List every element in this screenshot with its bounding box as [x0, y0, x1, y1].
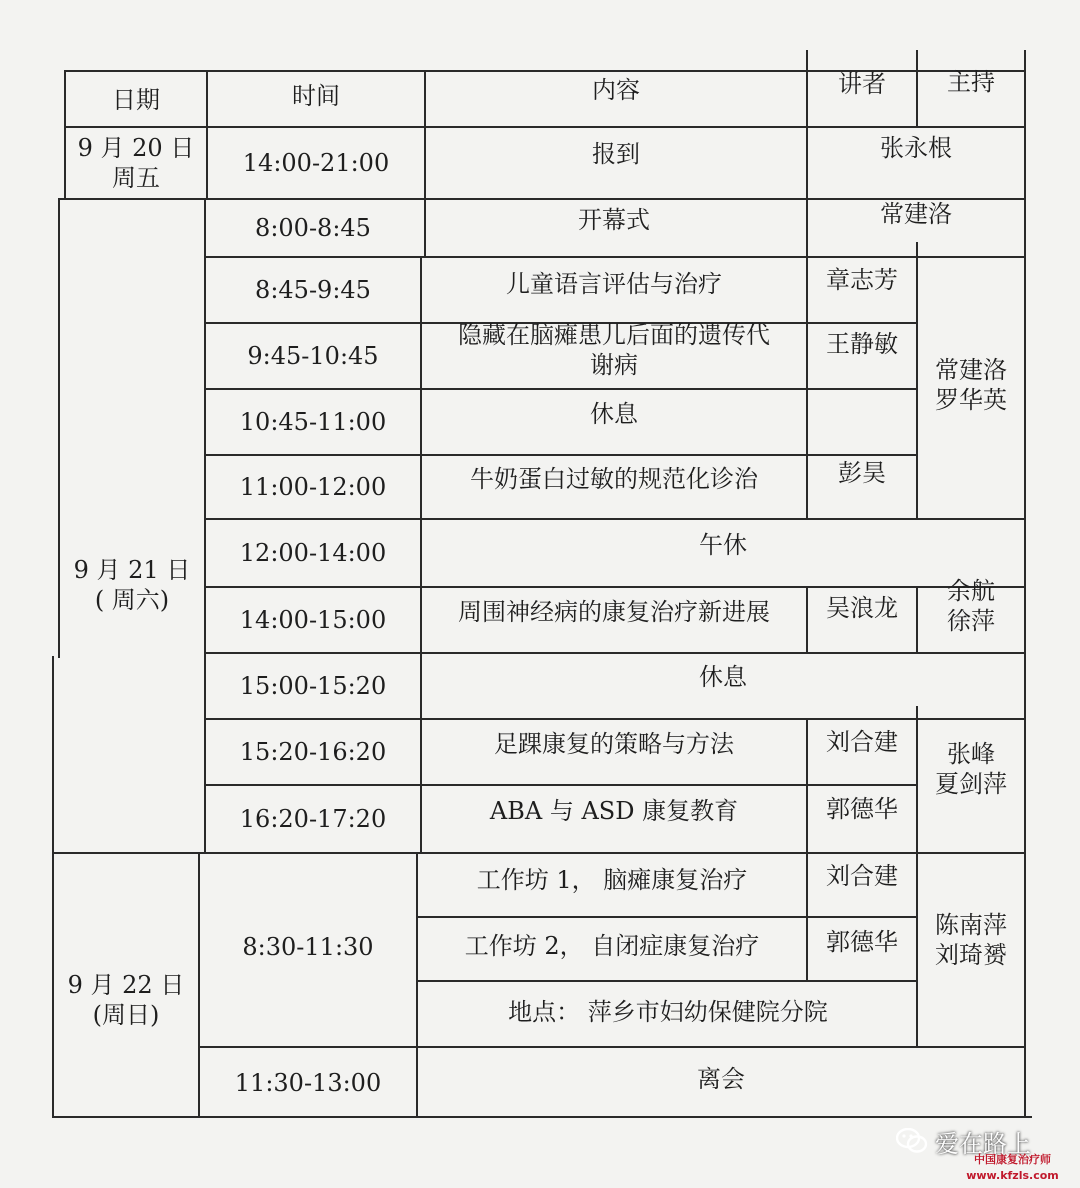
day2-row-content: 休息	[590, 400, 638, 428]
day2-row-content: 开幕式	[578, 206, 650, 234]
day2-row-time: 11:00-12:00	[239, 473, 387, 501]
header-host: 主持	[947, 68, 995, 96]
day2-row-time: 8:45-9:45	[255, 276, 371, 304]
day1-date	[66, 128, 206, 198]
day3-date-line1: 9 月 22 日	[67, 971, 185, 999]
day2-date	[60, 540, 204, 630]
day1-person: 张永根	[880, 134, 952, 162]
day1-date-line2: 周五	[112, 164, 160, 192]
day2-row-time: 15:20-16:20	[239, 738, 387, 766]
day2-host-pm1	[918, 572, 1024, 640]
header-speaker: 讲者	[838, 70, 886, 98]
day3-date-line2: (周日)	[92, 1001, 160, 1029]
site-name: 中国康复治疗师	[974, 1153, 1051, 1166]
watermark-text: 爱在路上	[935, 1129, 1031, 1158]
site-url: www.kfzls.com	[966, 1169, 1059, 1182]
day2-row-speaker: 章志芳	[826, 266, 898, 294]
day2-row-time: 9:45-10:45	[247, 342, 379, 370]
day3-time-am: 8:30-11:30	[242, 933, 374, 961]
site-logo	[950, 1152, 1075, 1188]
host-line1: 常建洛	[935, 356, 1007, 384]
content-line2: 谢病	[590, 351, 638, 379]
host-line1: 陈南萍	[935, 911, 1007, 939]
host-line2: 徐萍	[947, 607, 995, 635]
day2-row-speaker: 郭德华	[826, 795, 898, 823]
day2-row-time: 15:00-15:20	[239, 672, 387, 700]
day3-date	[54, 950, 198, 1050]
day2-row-content: 午休	[699, 531, 747, 559]
day3-time-end: 11:30-13:00	[234, 1069, 382, 1097]
header-content: 内容	[592, 76, 640, 104]
day2-row-content: 儿童语言评估与治疗	[506, 270, 722, 298]
day2-row-content: 休息	[699, 663, 747, 691]
day2-host-pm2	[918, 724, 1024, 814]
day2-row-person: 常建洛	[880, 200, 952, 228]
host-line2: 夏剑萍	[935, 770, 1007, 798]
host-line1: 张峰	[947, 740, 995, 768]
wechat-icon	[895, 1127, 929, 1155]
day2-row-time: 8:00-8:45	[255, 214, 371, 242]
day2-date-line2: ( 周六)	[94, 586, 170, 614]
host-line1: 余航	[947, 577, 995, 605]
day2-row-content	[422, 316, 806, 384]
day2-row-content: 周围神经病的康复治疗新进展	[458, 598, 770, 626]
day1-content: 报到	[592, 140, 640, 168]
day3-workshop1: 工作坊 1， 脑瘫康复治疗	[476, 866, 748, 894]
day2-row-time: 12:00-14:00	[239, 539, 387, 567]
day2-row-content: 足踝康复的策略与方法	[494, 730, 734, 758]
day2-row-speaker: 刘合建	[826, 728, 898, 756]
day2-row-time: 16:20-17:20	[239, 805, 387, 833]
day1-date-line1: 9 月 20 日	[77, 134, 195, 162]
host-line2: 刘琦赟	[935, 941, 1007, 969]
day2-row-time: 10:45-11:00	[239, 408, 387, 436]
table-border-right	[1024, 50, 1026, 1118]
day1-time: 14:00-21:00	[242, 149, 390, 177]
day2-row-time: 14:00-15:00	[239, 606, 387, 634]
day2-row-content: ABA 与 ASD 康复教育	[489, 797, 739, 825]
host-line2: 罗华英	[935, 386, 1007, 414]
day3-host	[918, 890, 1024, 990]
day2-row-speaker: 彭昊	[838, 459, 886, 487]
day3-location: 地点： 萍乡市妇幼保健院分院	[508, 998, 828, 1026]
day2-row-content: 牛奶蛋白过敏的规范化诊治	[470, 465, 758, 493]
day2-date-line1: 9 月 21 日	[73, 556, 191, 584]
day2-host-am	[918, 340, 1024, 430]
day2-row-speaker: 吴浪龙	[826, 594, 898, 622]
header-date: 日期	[112, 86, 160, 114]
day2-row-speaker: 王静敏	[826, 330, 898, 358]
content-line1: 隐藏在脑瘫患儿后面的遗传代	[458, 321, 770, 349]
day3-speaker2: 郭德华	[826, 928, 898, 956]
day3-workshop2: 工作坊 2， 自闭症康复治疗	[464, 932, 760, 960]
day3-end: 离会	[697, 1065, 745, 1093]
day3-speaker1: 刘合建	[826, 862, 898, 890]
header-time: 时间	[292, 82, 340, 110]
